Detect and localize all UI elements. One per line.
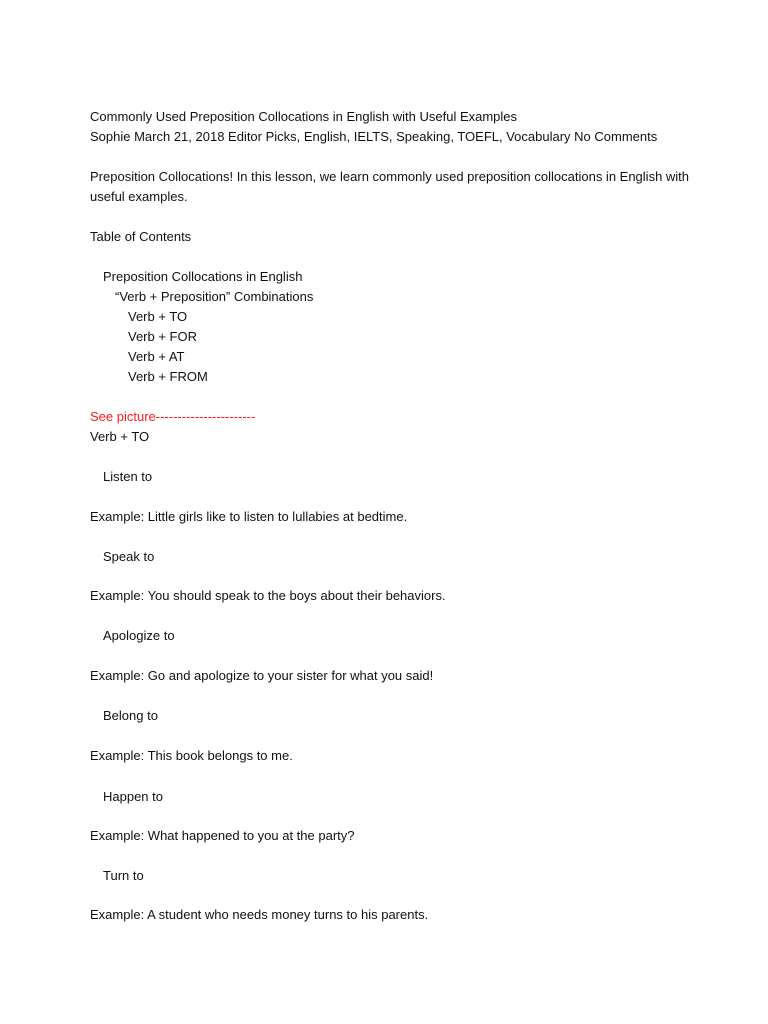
verb-item: Speak to [103, 549, 155, 564]
example-line: Example: Little girls like to listen to lullabies at bedtime. [90, 509, 408, 524]
toc-item: Verb + TO [128, 309, 188, 324]
verb-item: Listen to [103, 469, 153, 484]
toc-item: Verb + AT [128, 349, 185, 364]
example-line: Example: Go and apologize to your sister for what you said! [90, 668, 434, 683]
example-line: Example: A student who needs money turns to his parents. [90, 907, 429, 922]
verb-item: Belong to [103, 708, 158, 723]
toc-item: “Verb + Preposition” Combinations [115, 289, 314, 304]
intro-line-1: Preposition Collocations! In this lesson, we learn commonly used preposition collocations in English with [90, 169, 690, 184]
toc-heading: Table of Contents [90, 229, 192, 244]
article-title: Commonly Used Preposition Collocations in English with Useful Examples [90, 109, 518, 124]
intro-line-2: useful examples. [90, 189, 188, 204]
toc-item: Preposition Collocations in English [103, 269, 303, 284]
example-line: Example: This book belongs to me. [90, 748, 293, 763]
toc-item: Verb + FOR [128, 329, 197, 344]
verb-item: Happen to [103, 789, 163, 804]
verb-item: Apologize to [103, 628, 175, 643]
toc-item: Verb + FROM [128, 369, 208, 384]
see-picture-note: See picture----------------------- [90, 409, 256, 424]
example-line: Example: You should speak to the boys about their behaviors. [90, 588, 446, 603]
section-heading: Verb + TO [90, 429, 150, 444]
verb-item: Turn to [103, 868, 144, 883]
article-byline: Sophie March 21, 2018 Editor Picks, English, IELTS, Speaking, TOEFL, Vocabulary No Comments [90, 129, 658, 144]
example-line: Example: What happened to you at the party? [90, 828, 355, 843]
